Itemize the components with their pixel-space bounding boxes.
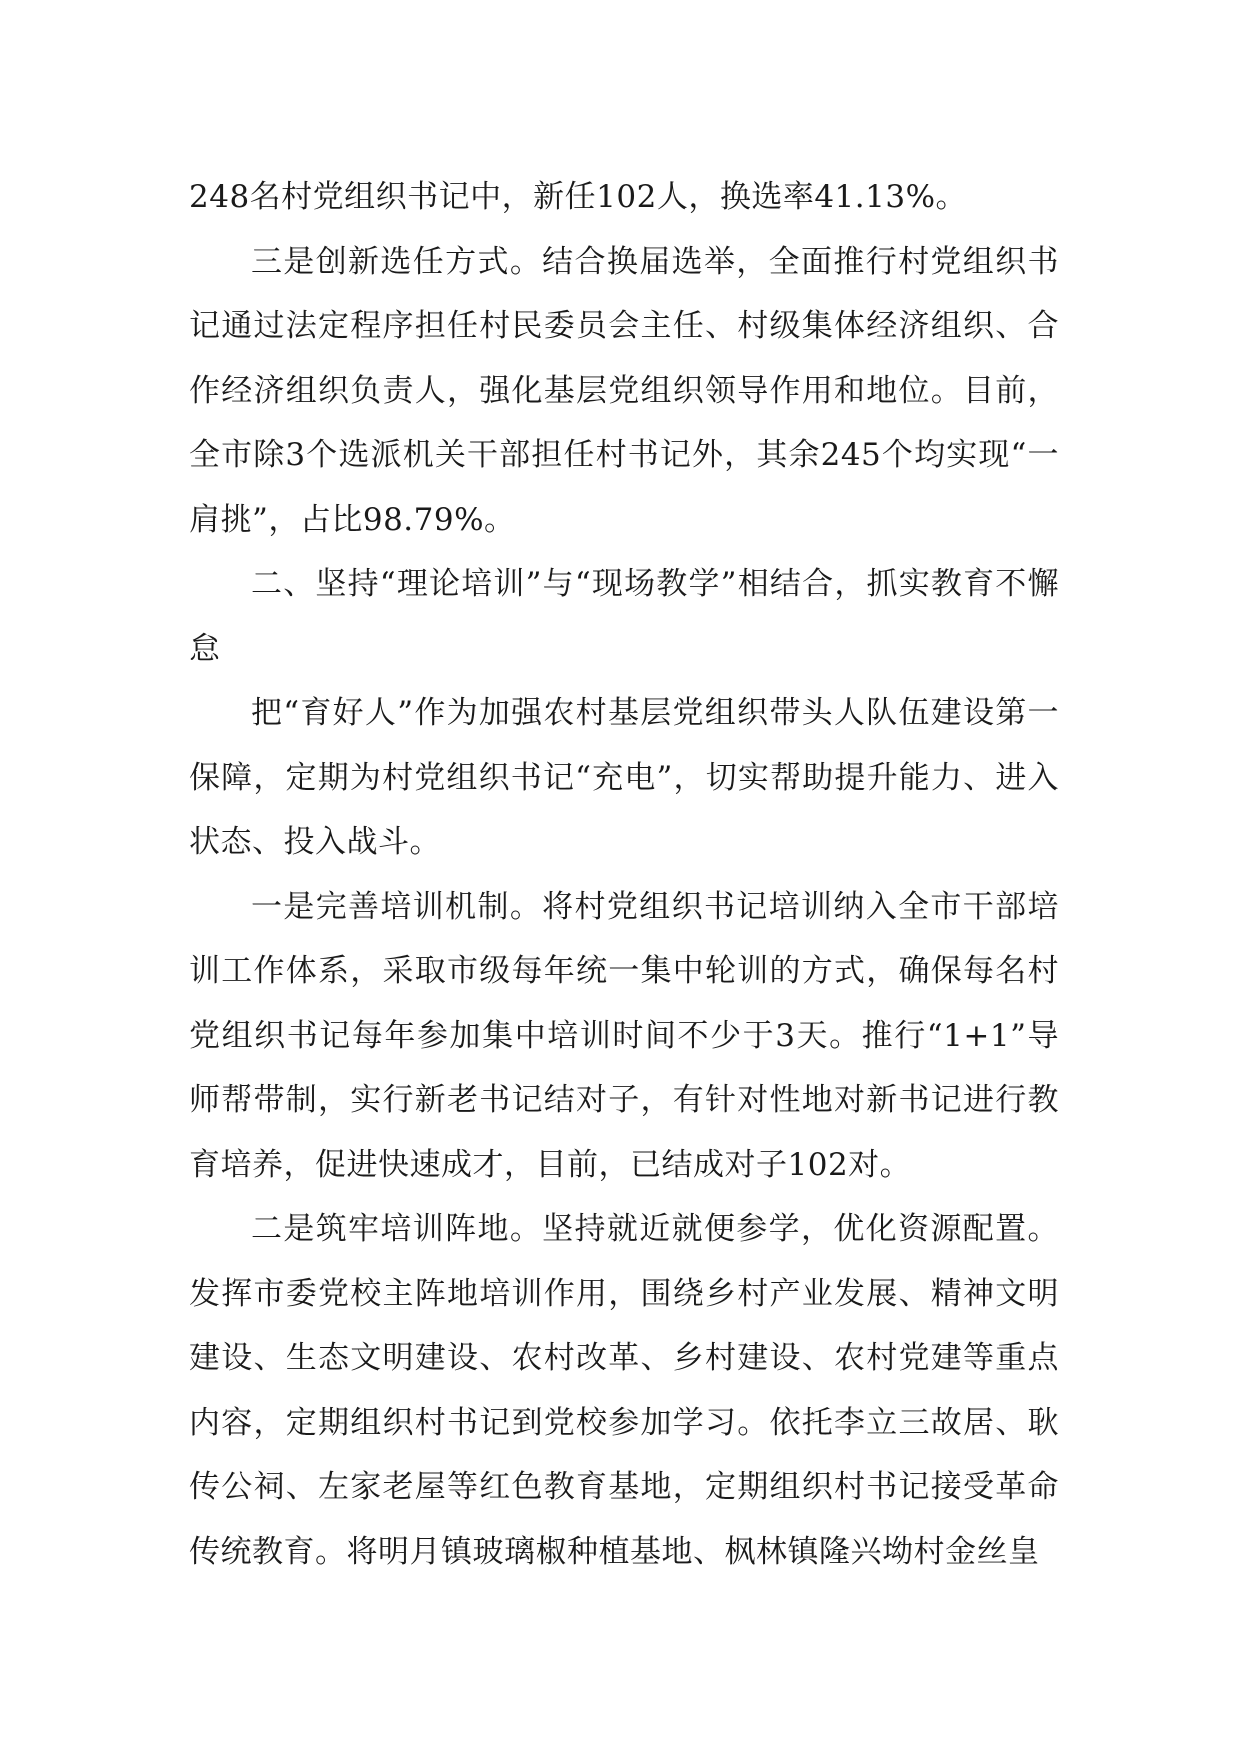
paragraph-1: 248名村党组织书记中，新任102人，换选率41.13%。 [189,179,968,215]
paragraph-3: 把“育好人”作为加强农村基层党组织带头人队伍建设第一保障，定期为村党组织书记“充电”，切实帮助提升能力、进入状态、投入战斗。 [189,695,1059,860]
body-text [189,165,1059,1584]
paragraph-2: 三是创新选任方式。结合换届选举，全面推行村党组织书记通过法定程序担任村民委员会主任、村级集体经济组织、合作经济组织负责人，强化基层党组织领导作用和地位。目前，全市除3个选派机关干部担任村书记外，其余245个均实现“一肩挑”，占比98.79%。 [189,243,1059,538]
paragraph-4: 一是完善培训机制。将村党组织书记培训纳入全市干部培训工作体系，采取市级每年统一集中轮训的方式，确保每名村党组织书记每年参加集中培训时间不少于3天。推行“1+1”导师帮带制，实行新老书记结对子，有针对性地对新书记进行教育培养，促进快速成才，目前，已结成对子102对。 [189,888,1059,1183]
section-heading: 二、坚持“理论培训”与“现场教学”相结合，抓实教育不懈怠 [189,566,1059,667]
paragraph-5: 二是筑牢培训阵地。坚持就近就便参学，优化资源配置。发挥市委党校主阵地培训作用，围绕乡村产业发展、精神文明建设、生态文明建设、农村改革、乡村建设、农村党建等重点内容，定期组织村书记到党校参加学习。依托李立三故居、耿传公祠、左家老屋等红色教育基地，定期组织村书记接受革命传统教育。将明月镇玻璃椒种植基地、枫林镇隆兴坳村金丝皇 [189,1211,1059,1570]
